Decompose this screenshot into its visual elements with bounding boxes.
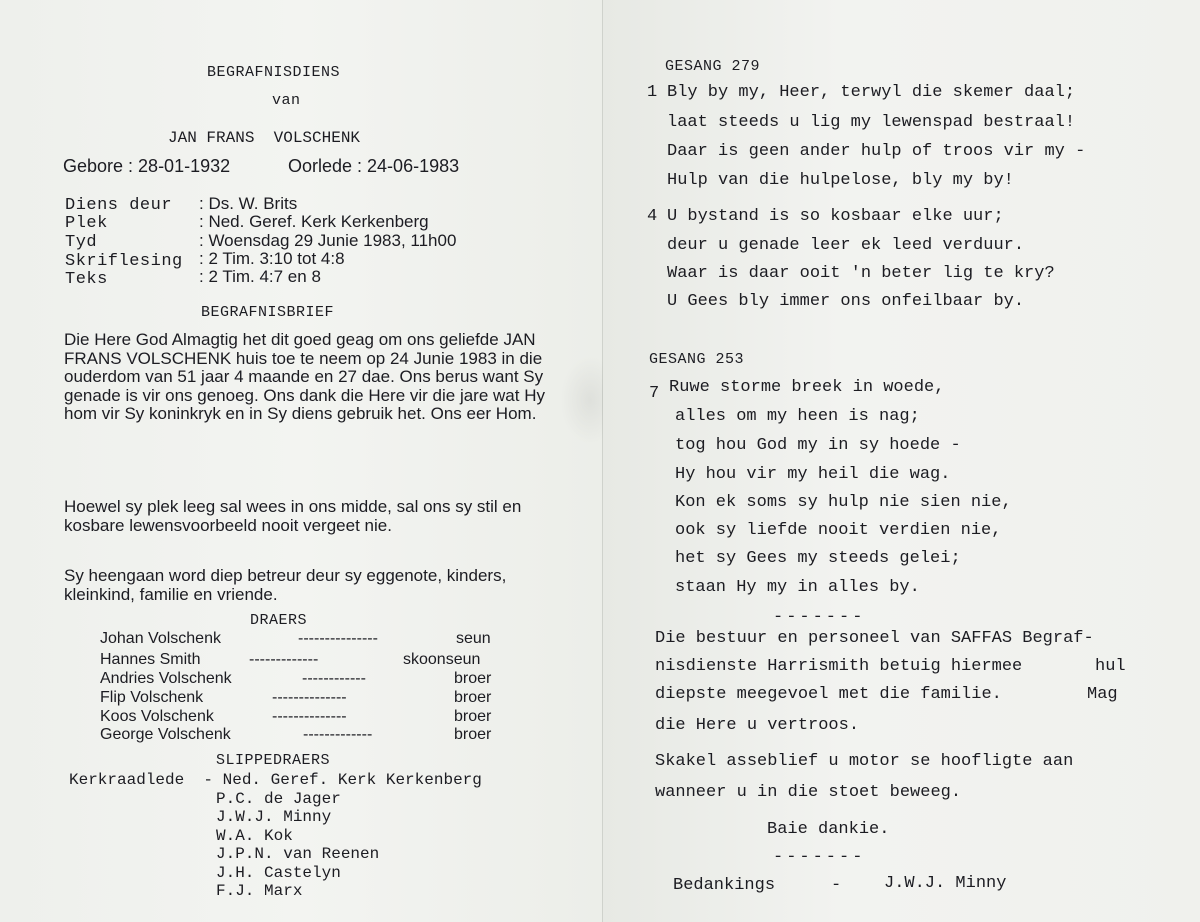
letter-paragraph-2: Hoewel sy plek leeg sal wees in ons midde, sal ons sy stil en kosbare lewensvoorbeeld nooit vergeet nie. [64,497,522,535]
info-label: Plek [65,214,108,233]
deceased-name: JAN FRANS VOLSCHENK [168,129,361,147]
pallbearer-relation: seun [456,630,491,647]
pallbearer-dashes: ------------- [303,726,373,743]
honorary-name: F.J. Marx [216,882,303,900]
thanks-text: Baie dankie. [767,820,890,839]
acknowledgement-separator: - [831,876,842,895]
verse-number: 1 [647,83,658,102]
info-value: : Woensdag 29 Junie 1983, 11h00 [199,231,457,250]
letter-paragraph-3: Sy heengaan word diep betreur deur sy eggenote, kinders, kleinkind, familie en vriende. [64,566,507,604]
verse-line: Ruwe storme breek in woede, [669,378,945,397]
pallbearer-relation: broer [454,726,492,743]
honorary-name: P.C. de Jager [216,790,341,808]
verse-line: U Gees bly immer ons onfeilbaar by. [667,292,1025,311]
info-value: : Ned. Geref. Kerk Kerkenberg [199,212,429,231]
birth-date: Gebore : 28-01-1932 [63,156,231,176]
notice-line: diepste meegevoel met die familie. [655,685,1002,704]
verse-line: Hulp van die hulpelose, bly my by! [667,171,1014,190]
honorary-name: J.W.J. Minny [216,808,332,826]
honorary-name: J.H. Castelyn [216,864,341,882]
info-label: Tyd [65,233,98,252]
divider: ------- [773,848,866,867]
pallbearer-relation: broer [454,689,492,706]
info-label: Teks [65,270,108,289]
verse-line: staan Hy my in alles by. [675,578,920,597]
pallbearer-relation: broer [454,670,492,687]
pallbearers-title: DRAERS [250,612,308,629]
verse-number: 4 [647,207,658,226]
headlights-line: Skakel asseblief u motor se hoofligte aan [655,752,1074,771]
verse-number: 7 [649,384,660,403]
verse-line: Waar is daar ooit 'n beter lig te kry? [667,264,1055,283]
pallbearer-name: Andries Volschenk [100,670,232,687]
verse-line: Daar is geen ander hulp of troos vir my - [667,142,1086,161]
verse-line: alles om my heen is nag; [675,407,920,426]
pallbearer-relation: broer [454,708,492,725]
pallbearer-name: George Volschenk [100,726,231,743]
letter-title: BEGRAFNISBRIEF [201,304,335,321]
verse-line: Hy hou vir my heil die wag. [675,465,951,484]
right-page [603,0,1200,922]
death-date: Oorlede : 24-06-1983 [288,156,460,176]
honorary-group: Kerkraadlede - Ned. Geref. Kerk Kerkenberg [69,771,482,789]
honorary-pallbearers-title: SLIPPEDRAERS [216,752,331,769]
acknowledgement-label: Bedankings [673,876,776,895]
hymn-title: GESANG 253 [649,351,745,368]
info-label: Diens deur [65,196,173,215]
notice-line-end: Mag [1087,685,1118,704]
pallbearer-dashes: ------------ [302,670,366,687]
verse-line: ook sy liefde nooit verdien nie, [675,521,1002,540]
pallbearer-dashes: -------------- [272,689,347,706]
notice-line: Die bestuur en personeel van SAFFAS Begraf- [655,629,1094,648]
info-value: : 2 Tim. 3:10 tot 4:8 [199,249,345,268]
info-value: : Ds. W. Brits [199,194,298,213]
info-label: Skriflesing [65,252,183,271]
pallbearer-name: Flip Volschenk [100,689,204,706]
service-title: BEGRAFNISDIENS [207,64,341,81]
pallbearer-relation: skoonseun [403,651,481,668]
notice-line: die Here u vertroos. [655,716,860,735]
divider: ------- [773,608,866,627]
verse-line: deur u genade leer ek leed verduur. [667,236,1025,255]
honorary-name: J.P.N. van Reenen [216,845,380,863]
notice-line: nisdienste Harrismith betuig hiermee [655,657,1023,676]
acknowledgement-name: J.W.J. Minny [884,874,1007,893]
info-value: : 2 Tim. 4:7 en 8 [199,267,321,286]
hymn-title: GESANG 279 [665,58,761,75]
pallbearer-dashes: -------------- [272,708,347,725]
pallbearer-dashes: --------------- [298,630,378,647]
pallbearer-name: Koos Volschenk [100,708,214,725]
notice-line-end: hul [1095,657,1126,676]
pallbearer-dashes: ------------- [249,651,319,668]
van-label: van [272,92,301,109]
headlights-line: wanneer u in die stoet beweeg. [655,783,962,802]
verse-line: U bystand is so kosbaar elke uur; [667,207,1004,226]
pallbearer-name: Hannes Smith [100,651,201,668]
verse-line: Bly by my, Heer, terwyl die skemer daal; [667,83,1076,102]
honorary-name: W.A. Kok [216,827,293,845]
verse-line: laat steeds u lig my lewenspad bestraal! [667,113,1076,132]
letter-paragraph-1: Die Here God Almagtig het dit goed geag om ons geliefde JAN FRANS VOLSCHENK huis toe te neem op 24 Junie 1983 in die ouderdom van 51 jaar 4 maande en 27 dae. Ons berus want Sy genade is vir ons genoeg. Ons dank die Here vir die jare wat Hy hom vir Sy koninkryk en in Sy diens gebruik het. Ons eer Hom. [64,330,545,423]
pallbearer-name: Johan Volschenk [100,630,221,647]
verse-line: Kon ek soms sy hulp nie sien nie, [675,493,1012,512]
verse-line: het sy Gees my steeds gelei; [675,549,961,568]
verse-line: tog hou God my in sy hoede - [675,436,961,455]
